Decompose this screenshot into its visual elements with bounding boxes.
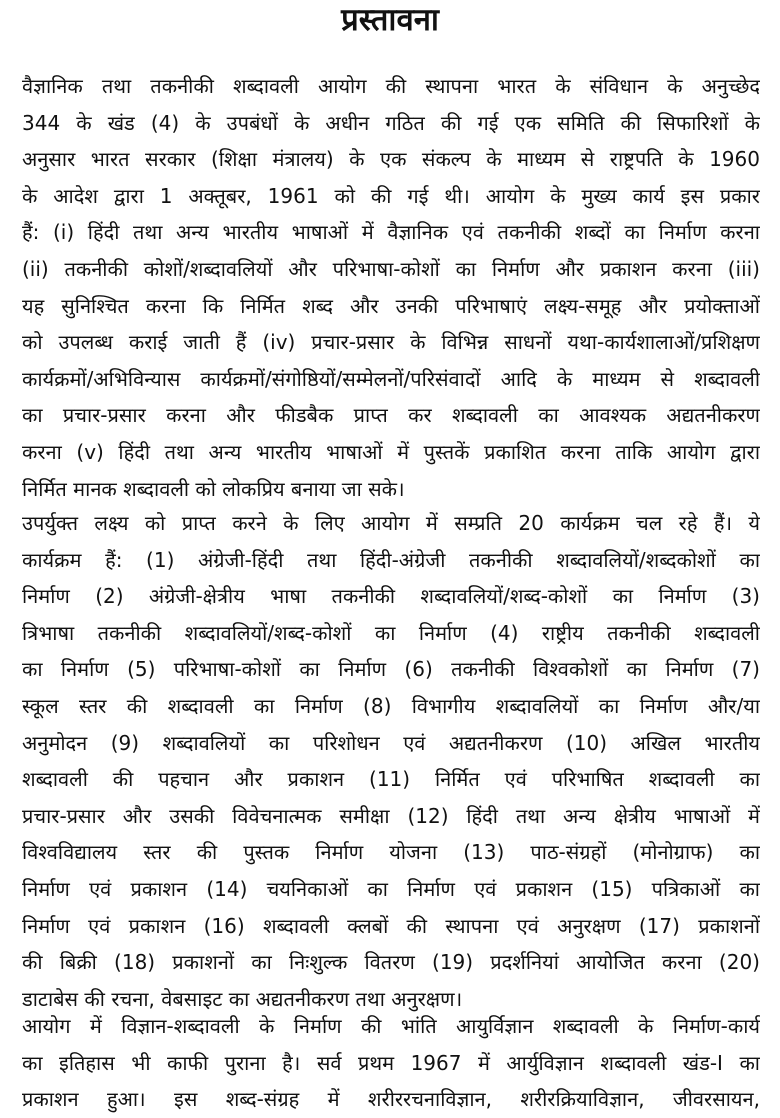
text-line: उपर्युक्त लक्ष्य को प्राप्त करने के लिए आयोग में सम्प्रति 20 कार्यक्रम चल रहे हैं। ये (22, 511, 760, 535)
text-line: वैज्ञानिक तथा तकनीकी शब्दावली आयोग की स्थापना भारत के संविधान के अनुच्छेद (22, 74, 760, 98)
paragraph-medical-terminology (22, 1008, 760, 1118)
text-line: स्कूल स्तर की शब्दावली का निर्माण (8) विभागीय शब्दावलियों का निर्माण और/या (22, 693, 760, 718)
text-line: 344 के खंड (4) के उपबंधों के अधीन गठित की गई एक समिति की सिफारिशों के (22, 110, 760, 135)
text-line: प्रकाशन हुआ। इस शब्द-संग्रह में शरीररचनाविज्ञान, शरीरक्रियाविज्ञान, जीवरसायन, (22, 1087, 760, 1112)
text-line: को उपलब्ध कराई जाती हैं (iv) प्रचार-प्रसार के विभिन्न साधनों यथा-कार्यशालाओं/प्रशिक्षण (22, 330, 760, 355)
text-line: कार्यक्रम हैं: (1) अंग्रेजी-हिंदी तथा हिंदी-अंग्रेजी तकनीकी शब्दावलियों/शब्दकोशों का (22, 547, 760, 572)
text-line: आयोग में विज्ञान-शब्दावली के निर्माण की भांति आयुर्विज्ञान शब्दावली के निर्माण-कार्य (22, 1014, 760, 1038)
text-line: निर्माण एवं प्रकाशन (14) चयनिकाओं का निर्माण एवं प्रकाशन (15) पत्रिकाओं का (22, 876, 760, 901)
text-line: करना (v) हिंदी तथा अन्य भारतीय भाषाओं में पुस्तकें प्रकाशित करना ताकि आयोग द्वारा (22, 439, 760, 464)
text-line: कार्यक्रमों/अभिविन्यास कार्यक्रमों/संगोष्ठियों/सम्मेलनों/परिसंवादों आदि के माध्यम से शब्दावली (22, 366, 760, 391)
text-line: का इतिहास भी काफी पुराना है। सर्व प्रथम 1967 में आर्युविज्ञान शब्दावली खंड-I का (22, 1050, 760, 1075)
text-line: के आदेश द्वारा 1 अक्तूबर, 1961 को की गई थी। आयोग के मुख्य कार्य इस प्रकार (22, 183, 760, 208)
text-line: अनुमोदन (9) शब्दावलियों का परिशोधन एवं अद्यतनीकरण (10) अखिल भारतीय (22, 730, 760, 755)
text-line: (ii) तकनीकी कोशों/शब्दावलियों और परिभाषा-कोशों का निर्माण और प्रकाशन करना (iii) (22, 256, 760, 281)
text-line: अनुसार भारत सरकार (शिक्षा मंत्रालय) के एक संकल्प के माध्यम से राष्ट्रपति के 1960 (22, 147, 760, 172)
text-line: विश्वविद्यालय स्तर की पुस्तक निर्माण योजना (13) पाठ-संग्रहों (मोनोग्राफ) का (22, 840, 760, 865)
text-line: हैं: (i) हिंदी तथा अन्य भारतीय भाषाओं में वैज्ञानिक एवं तकनीकी शब्दों का निर्माण करना (22, 220, 760, 245)
paragraph-programmes-list (22, 505, 760, 1017)
text-line: प्रचार-प्रसार और उसकी विवेचनात्मक समीक्षा (12) हिंदी तथा अन्य क्षेत्रीय भाषाओं में (22, 803, 760, 828)
text-line: त्रिभाषा तकनीकी शब्दावलियों/शब्द-कोशों का निर्माण (4) राष्ट्रीय तकनीकी शब्दावली (22, 620, 760, 645)
text-line: शब्दावली की पहचान और प्रकाशन (11) निर्मित एवं परिभाषित शब्दावली का (22, 767, 760, 792)
text-line: निर्माण (2) अंग्रेजी-क्षेत्रीय भाषा तकनीकी शब्दावलियों/शब्द-कोशों का निर्माण (3) (22, 584, 760, 609)
paragraph-commission-establishment (22, 68, 760, 507)
text-line: डाटाबेस की रचना, वेबसाइट का अद्यतनीकरण तथा अनुरक्षण। (22, 986, 463, 1011)
text-line: की बिक्री (18) प्रकाशनों का निःशुल्क वितरण (19) प्रदर्शनियां आयोजित करना (20) (22, 950, 760, 975)
text-line: निर्मित मानक शब्दावली को लोकप्रिय बनाया जा सके। (22, 476, 405, 501)
page-title: प्रस्तावना (341, 2, 439, 38)
text-line: का प्रचार-प्रसार करना और फीडबैक प्राप्त कर शब्दावली का आवश्यक अद्यतनीकरण (22, 403, 760, 428)
text-line: यह सुनिश्चित करना कि निर्मित शब्द और उनकी परिभाषाएं लक्ष्य-समूह और प्रयोक्ताओं (22, 293, 760, 318)
text-line: निर्माण एवं प्रकाशन (16) शब्दावली क्लबों की स्थापना एवं अनुरक्षण (17) प्रकाशनों (22, 913, 760, 938)
text-line: का निर्माण (5) परिभाषा-कोशों का निर्माण (6) तकनीकी विश्वकोशों का निर्माण (7) (22, 657, 760, 682)
